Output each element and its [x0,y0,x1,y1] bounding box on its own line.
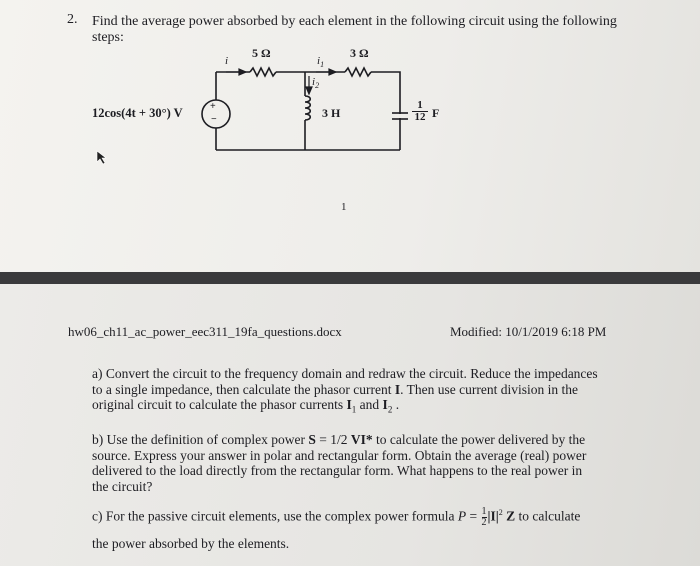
source-plus: + [210,101,216,112]
part-a-line2: to a single impedance, then calculate the phasor current I. Then use current division in the [92,381,578,397]
inductor-label: 3 H [322,106,341,120]
document-filename: hw06_ch11_ac_power_eec311_19fa_questions.docx [68,324,342,339]
page-gap [0,272,700,284]
formula-fraction: $\frac{1}{2}$ [481,505,487,528]
page-number: 1 [341,201,347,213]
capacitor-unit: F [432,106,440,120]
source-label: 12cos(4t + 30°) V [92,106,183,120]
capacitor-value [412,100,428,123]
question-text-line1: Find the average power absorbed by each element in the following circuit using the following [92,14,617,29]
inductor-3h [305,96,310,120]
capacitor-num: 1 [412,100,428,112]
source-minus: − [211,114,217,125]
part-b-line1: b) Use the definition of complex power S = 1/2 VI* to calculate the power delivered by the [92,432,586,447]
capacitor-den: 12 [414,111,426,123]
part-a [92,366,632,418]
part-c-line2: the power absorbed by the elements. [92,535,290,551]
part-c-line1: c) For the passive circuit elements, use the complex power formula P = $\frac{1}{2}$ $|I|^2$ Z to calculate [92,505,581,528]
current-i1-arrow-head [329,69,336,75]
r2-label: 3 Ω [350,46,369,60]
capacitor-gap [395,114,405,118]
part-b [92,432,632,494]
circuit-diagram [0,0,700,272]
question-number: 2. [67,12,78,27]
current-i-label: i [225,55,229,67]
part-a-line1: a) Convert the circuit to the frequency domain and redraw the circuit. Reduce the impedances [92,366,598,381]
part-c [92,505,632,551]
part-b-line4: the circuit? [92,478,153,494]
part-a-line3: original circuit to calculate the phasor currents $I_1$ and $I_2$ . [92,397,400,415]
current-i1-label: $i_1$ [317,55,325,70]
current-i-arrow-head [239,69,246,75]
wire-top-right [371,72,400,150]
current-i2-label: $i_2$ [312,76,320,91]
question-text-line2: steps: [92,30,124,45]
resistor-5ohm [250,68,276,76]
mouse-cursor-icon [96,150,108,166]
part-b-line2: source. Express your answer in polar and rectangular form. Obtain the average (real) power [92,447,587,463]
r1-label: 5 Ω [252,46,271,60]
part-b-line3: delivered to the load directly from the rectangular form. What happens to the real power in [92,463,583,478]
resistor-3ohm [345,68,371,76]
modified-date: Modified: 10/1/2019 6:18 PM [450,324,607,339]
